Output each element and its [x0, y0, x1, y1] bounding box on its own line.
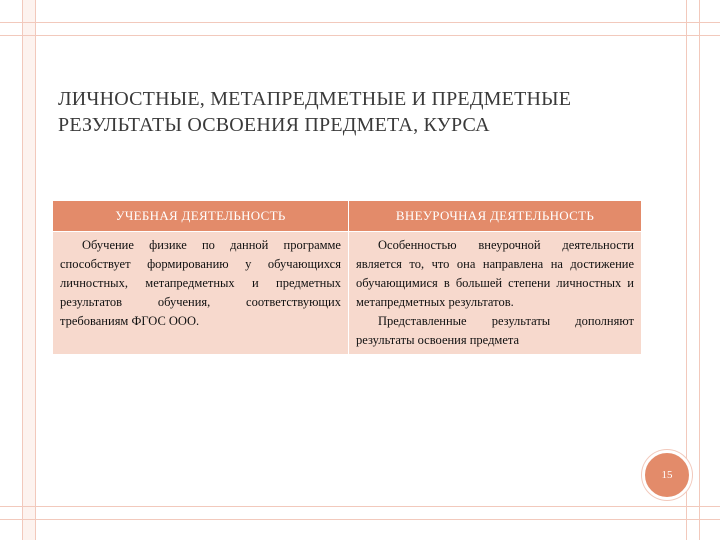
cell-paragraph: Обучение физике по данной программе способствует формированию у обучающихся личностных, метапредметных и предметных результатов обучения, соответствующих требованиям ФГОС ООО.: [60, 238, 341, 328]
cell-extracurricular-activity: [349, 232, 642, 355]
decorative-frame-left: [22, 0, 36, 540]
header-extracurricular-activity: ВНЕУРОЧНАЯ ДЕЯТЕЛЬНОСТЬ: [349, 201, 642, 232]
header-academic-activity: УЧЕБНАЯ ДЕЯТЕЛЬНОСТЬ: [53, 201, 349, 232]
results-table: [52, 200, 642, 355]
decorative-frame-bottom: [0, 506, 720, 520]
page-number-badge: 15: [642, 450, 692, 500]
cell-paragraph: Представленные результаты дополняют результаты освоения предмета: [356, 314, 634, 347]
table-row: [53, 232, 642, 355]
cell-academic-activity: [53, 232, 349, 355]
decorative-frame-top: [0, 22, 720, 36]
cell-paragraph: Особенностью внеурочной деятельности является то, что она направлена на достижение обучающимися в большей степени личностных и метапредметных результатов.: [356, 238, 634, 309]
table-header-row: [53, 201, 642, 232]
decorative-frame-right: [686, 0, 700, 540]
slide-title: ЛИЧНОСТНЫЕ, МЕТАПРЕДМЕТНЫЕ И ПРЕДМЕТНЫЕ РЕЗУЛЬТАТЫ ОСВОЕНИЯ ПРЕДМЕТА, КУРСА: [58, 88, 572, 136]
